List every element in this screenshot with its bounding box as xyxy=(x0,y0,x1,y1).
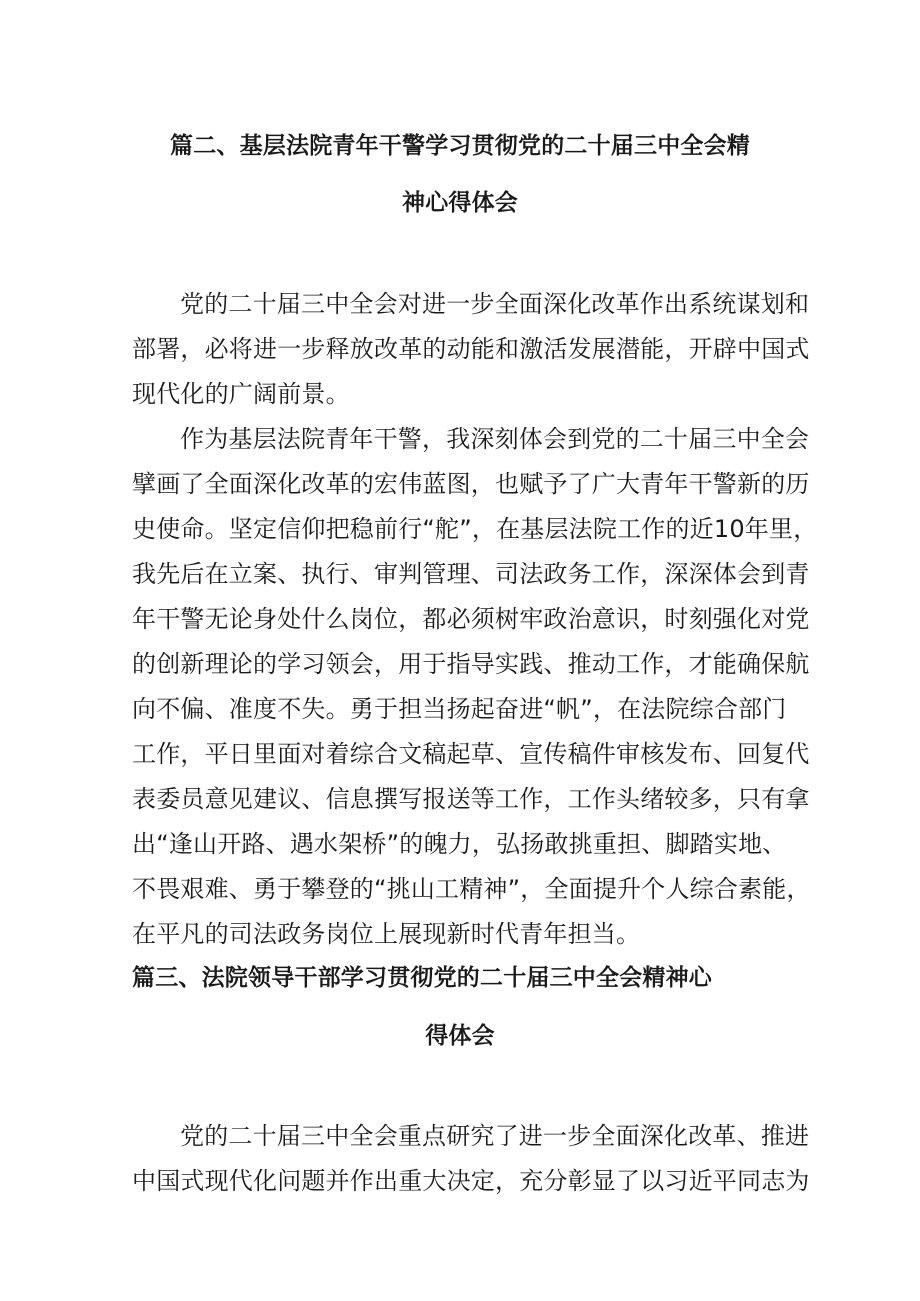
paragraph-line: 部署，必将进一步释放改革的动能和激活发展潜能，开辟中国式 xyxy=(132,335,810,363)
paragraph-line: 表委员意见建议、信息撰写报送等工作，工作头绪较多，只有拿 xyxy=(132,785,810,813)
paragraph-line: 党的二十届三中全会对进一步全面深化改革作出系统谋划和 xyxy=(180,290,810,318)
paragraph-line: 向不偏、准度不失。勇于担当扬起奋进“帆”，在法院综合部门 xyxy=(132,695,787,723)
section-2-title-line-1: 篇二、基层法院青年干警学习贯彻党的二十届三中全会精 xyxy=(170,133,750,159)
paragraph-line: 在平凡的司法政务岗位上展现新时代青年担当。 xyxy=(132,920,641,948)
paragraph-line: 我先后在立案、执行、审判管理、司法政务工作，深深体会到青 xyxy=(132,560,810,588)
paragraph-line: 出“逢山开路、遇水架桥”的魄力，弘扬敢挑重担、脚踏实地、 xyxy=(132,830,787,858)
section-3-title-line-1: 篇三、法院领导干部学习贯彻党的二十届三中全会精神心 xyxy=(132,965,712,991)
paragraph-line: 擘画了全面深化改革的宏伟蓝图，也赋予了广大青年干警新的历 xyxy=(132,470,810,498)
section-2-title-line-2: 神心得体会 xyxy=(402,190,518,216)
paragraph-line: 不畏艰难、勇于攀登的“挑山工精神”，全面提升个人综合素能， xyxy=(132,875,811,903)
paragraph-line: 现代化的广阔前景。 xyxy=(132,380,350,408)
paragraph-line: 作为基层法院青年干警，我深刻体会到党的二十届三中全会 xyxy=(180,425,810,453)
paragraph-line: 史使命。坚定信仰把稳前行“舵”，在基层法院工作的近10年里， xyxy=(132,515,818,543)
paragraph-line: 年干警无论身处什么岗位，都必须树牢政治意识，时刻强化对党 xyxy=(132,605,810,633)
paragraph-line: 的创新理论的学习领会，用于指导实践、推动工作，才能确保航 xyxy=(132,650,810,678)
section-3-title-line-2: 得体会 xyxy=(425,1023,495,1049)
paragraph-line: 中国式现代化问题并作出重大决定，充分彰显了以习近平同志为 xyxy=(132,1167,810,1195)
paragraph-line: 党的二十届三中全会重点研究了进一步全面深化改革、推进 xyxy=(180,1122,810,1150)
paragraph-line: 工作，平日里面对着综合文稿起草、宣传稿件审核发布、回复代 xyxy=(132,740,810,768)
